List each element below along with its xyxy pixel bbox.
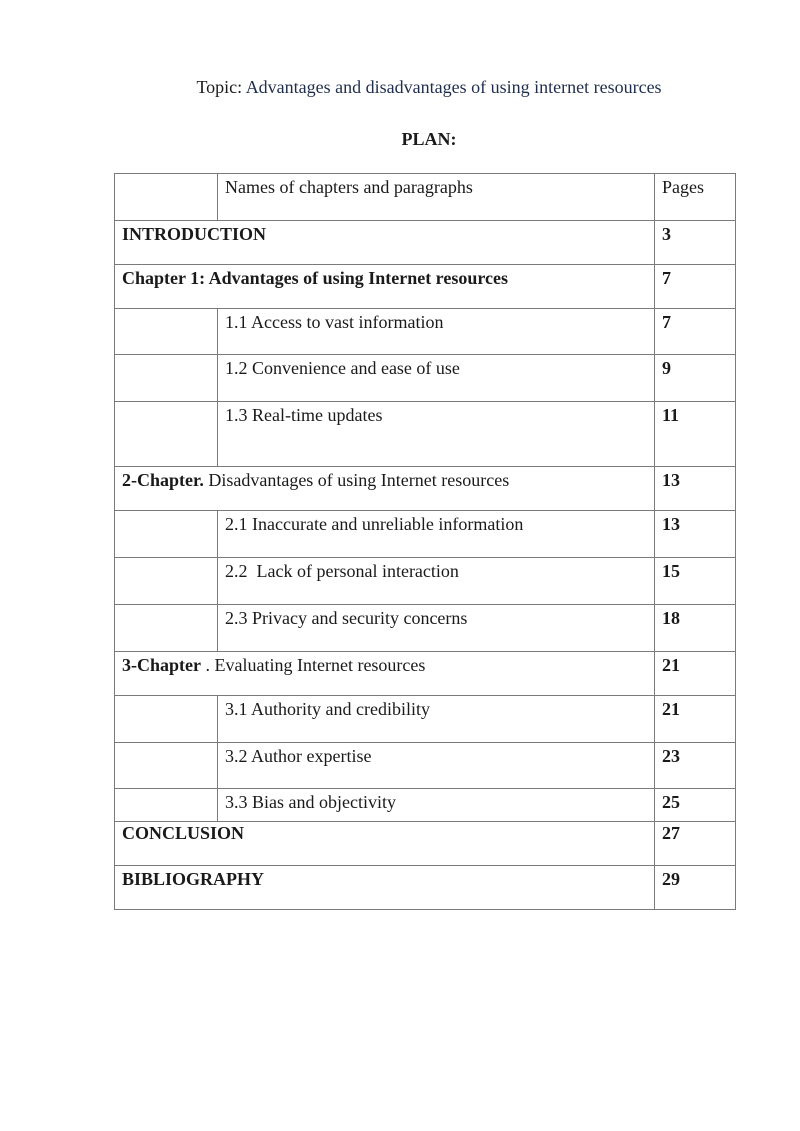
toc-entry-page: 11: [655, 402, 736, 467]
toc-entry-page: 7: [655, 309, 736, 355]
toc-chapter-title: [115, 467, 655, 511]
chapter-number: 3-Chapter: [122, 655, 201, 675]
toc-row-conclusion: [115, 822, 736, 866]
toc-row-3-2: [115, 743, 736, 789]
topic-text: Advantages and disadvantages of using internet resources: [245, 77, 662, 97]
toc-entry-page: 13: [655, 511, 736, 558]
toc-indent-cell: [115, 743, 218, 789]
header-pages-cell: Pages: [655, 174, 736, 221]
toc-row-chapter-2: [115, 467, 736, 511]
toc-section-title: 3.2 Author expertise: [218, 743, 655, 789]
toc-row-chapter-1: [115, 265, 736, 309]
toc-entry-page: 9: [655, 355, 736, 402]
toc-entry-title: CONCLUSION: [115, 822, 655, 866]
toc-entry-page: 29: [655, 866, 736, 910]
toc-entry-title: BIBLIOGRAPHY: [115, 866, 655, 910]
toc-section-title: 1.2 Convenience and ease of use: [218, 355, 655, 402]
toc-section-title: 2.3 Privacy and security concerns: [218, 605, 655, 652]
toc-entry-page: 27: [655, 822, 736, 866]
toc-row-1-2: [115, 355, 736, 402]
plan-heading: PLAN:: [401, 129, 457, 149]
toc-row-2-1: [115, 511, 736, 558]
toc-row-3-3: [115, 789, 736, 822]
topic-label: Topic:: [196, 77, 246, 97]
toc-section-title: 2.2 Lack of personal interaction: [218, 558, 655, 605]
toc-indent-cell: [115, 402, 218, 467]
header-names-cell: Names of chapters and paragraphs: [218, 174, 655, 221]
toc-section-title: 2.1 Inaccurate and unreliable information: [218, 511, 655, 558]
toc-indent-cell: [115, 605, 218, 652]
toc-entry-title: INTRODUCTION: [115, 221, 655, 265]
toc-indent-cell: [115, 558, 218, 605]
table-header-row: [115, 174, 736, 221]
toc-entry-page: 23: [655, 743, 736, 789]
toc-entry-page: 21: [655, 696, 736, 743]
toc-chapter-title: Chapter 1: Advantages of using Internet resources: [115, 265, 655, 309]
toc-section-title: 1.3 Real-time updates: [218, 402, 655, 467]
toc-section-title: 3.1 Authority and credibility: [218, 696, 655, 743]
toc-indent-cell: [115, 789, 218, 822]
toc-indent-cell: [115, 355, 218, 402]
toc-row-introduction: [115, 221, 736, 265]
toc-section-title: 1.1 Access to vast information: [218, 309, 655, 355]
toc-section-title: 3.3 Bias and objectivity: [218, 789, 655, 822]
toc-entry-page: 7: [655, 265, 736, 309]
toc-row-3-1: [115, 696, 736, 743]
toc-row-1-1: [115, 309, 736, 355]
toc-row-1-3: [115, 402, 736, 467]
chapter-number: 2-Chapter.: [122, 470, 204, 490]
toc-row-bibliography: [115, 866, 736, 910]
toc-entry-page: 18: [655, 605, 736, 652]
document-topic: [0, 76, 800, 98]
table-of-contents: [114, 173, 736, 910]
chapter-name: . Evaluating Internet resources: [201, 655, 426, 675]
header-blank-cell: [115, 174, 218, 221]
toc-row-chapter-3: [115, 652, 736, 696]
toc-entry-page: 15: [655, 558, 736, 605]
toc-indent-cell: [115, 309, 218, 355]
toc-entry-page: 25: [655, 789, 736, 822]
toc-indent-cell: [115, 696, 218, 743]
toc-chapter-title: [115, 652, 655, 696]
chapter-name: Disadvantages of using Internet resources: [203, 470, 510, 490]
toc-row-2-3: [115, 605, 736, 652]
toc-indent-cell: [115, 511, 218, 558]
toc-entry-page: 21: [655, 652, 736, 696]
toc-entry-page: 3: [655, 221, 736, 265]
toc-entry-page: 13: [655, 467, 736, 511]
toc-row-2-2: [115, 558, 736, 605]
